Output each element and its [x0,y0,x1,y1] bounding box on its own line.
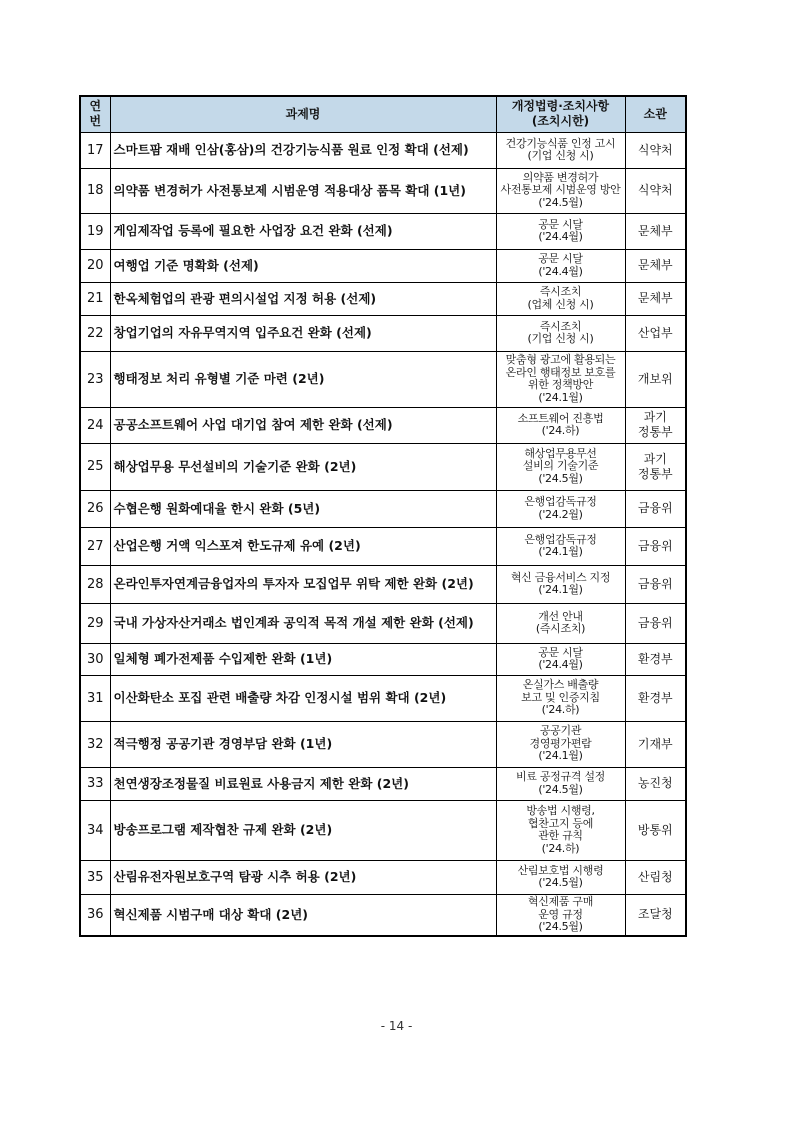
row-num: 31 [80,675,110,721]
row-task: 행태정보 처리 유형별 기준 마련 (2년) [110,351,496,407]
table-row [80,407,686,443]
row-num: 21 [80,282,110,315]
row-num: 20 [80,249,110,282]
row-task: 창업기업의 자유무역지역 입주요건 완화 (선제) [110,315,496,351]
table-row [80,249,686,282]
row-action: 즉시조치 (업체 신청 시) [496,282,625,315]
row-task: 일체형 폐가전제품 수입제한 완화 (1년) [110,643,496,675]
table-row [80,767,686,800]
row-num: 36 [80,894,110,936]
row-num: 22 [80,315,110,351]
table-row [80,315,686,351]
row-dept: 금융위 [625,527,686,565]
row-dept: 과기 정통부 [625,443,686,490]
row-action: 공문 시달 ('24.4월) [496,643,625,675]
row-dept: 산림청 [625,860,686,894]
page-number: - 14 - [380,1019,413,1033]
row-num: 25 [80,443,110,490]
table-row [80,132,686,168]
row-num: 26 [80,490,110,527]
row-task: 산업은행 거액 익스포져 한도규제 유예 (2년) [110,527,496,565]
row-action: 해상업무용무선 설비의 기술기준 ('24.5월) [496,443,625,490]
row-dept: 금융위 [625,603,686,643]
row-action: 비료 공정규격 설정 ('24.5월) [496,767,625,800]
row-num: 29 [80,603,110,643]
row-action: 공문 시달 ('24.4월) [496,213,625,249]
row-action: 혁신 금융서비스 지정 ('24.1월) [496,565,625,603]
table-row [80,168,686,213]
row-dept: 방통위 [625,800,686,860]
table-row [80,213,686,249]
header-dept: 소관 [625,96,686,132]
row-dept: 금융위 [625,565,686,603]
table-row [80,282,686,315]
table-row [80,643,686,675]
header-task: 과제명 [110,96,496,132]
row-num: 18 [80,168,110,213]
row-task: 공공소프트웨어 사업 대기업 참여 제한 완화 (선제) [110,407,496,443]
row-dept: 금융위 [625,490,686,527]
row-dept: 농진청 [625,767,686,800]
row-action: 공공기관 경영평가편람 ('24.1월) [496,721,625,767]
row-action: 맞춤형 광고에 활용되는 온라인 행태정보 보호를 위한 정책방안 ('24.1월) [496,351,625,407]
header-action [496,96,625,132]
row-task: 의약품 변경허가 사전통보제 시범운영 적용대상 품목 확대 (1년) [110,168,496,213]
row-dept: 산업부 [625,315,686,351]
row-action: 개선 안내 (즉시조치) [496,603,625,643]
row-task: 방송프로그램 제작협찬 규제 완화 (2년) [110,800,496,860]
table-row [80,351,686,407]
row-dept: 조달청 [625,894,686,936]
row-task: 이산화탄소 포집 관련 배출량 차감 인정시설 범위 확대 (2년) [110,675,496,721]
table-row [80,800,686,860]
table-row [80,565,686,603]
row-num: 33 [80,767,110,800]
row-num: 28 [80,565,110,603]
row-action: 즉시조치 (기업 신청 시) [496,315,625,351]
row-task: 해상업무용 무선설비의 기술기준 완화 (2년) [110,443,496,490]
header-action-label: 개정법령·조치사항 (조치시한) [511,99,610,129]
table-row [80,860,686,894]
row-num: 24 [80,407,110,443]
row-task: 온라인투자연계금융업자의 투자자 모집업무 위탁 제한 완화 (2년) [110,565,496,603]
row-action: 은행업감독규정 ('24.1월) [496,527,625,565]
row-action: 건강기능식품 인정 고시 (기업 신청 시) [496,132,625,168]
row-dept: 식약처 [625,132,686,168]
row-dept: 문체부 [625,282,686,315]
row-task: 수협은행 원화예대율 한시 완화 (5년) [110,490,496,527]
row-action: 소프트웨어 진흥법 ('24.하) [496,407,625,443]
row-action: 산림보호법 시행령 ('24.5월) [496,860,625,894]
header-num: 연번 [80,96,110,132]
row-task: 여행업 기준 명확화 (선제) [110,249,496,282]
row-task: 적극행정 공공기관 경영부담 완화 (1년) [110,721,496,767]
row-num: 32 [80,721,110,767]
row-action: 방송법 시행령, 협찬고지 등에 관한 규칙 ('24.하) [496,800,625,860]
row-dept: 식약처 [625,168,686,213]
row-dept: 문체부 [625,213,686,249]
row-num: 17 [80,132,110,168]
row-task: 천연생장조정물질 비료원료 사용금지 제한 완화 (2년) [110,767,496,800]
row-num: 27 [80,527,110,565]
row-dept: 환경부 [625,643,686,675]
row-num: 23 [80,351,110,407]
row-num: 35 [80,860,110,894]
task-table [79,95,687,937]
table-row [80,527,686,565]
table-header-row [80,96,686,132]
table-row [80,721,686,767]
row-dept: 개보위 [625,351,686,407]
row-action: 의약품 변경허가 사전통보제 시범운영 방안 ('24.5월) [496,168,625,213]
row-task: 게임제작업 등록에 필요한 사업장 요건 완화 (선제) [110,213,496,249]
row-action: 혁신제품 구매 운영 규정 ('24.5월) [496,894,625,936]
row-num: 34 [80,800,110,860]
row-action: 공문 시달 ('24.4월) [496,249,625,282]
table-row [80,675,686,721]
table-row [80,490,686,527]
row-action: 온실가스 배출량 보고 및 인증지침 ('24.하) [496,675,625,721]
row-num: 19 [80,213,110,249]
row-task: 국내 가상자산거래소 법인계좌 공익적 목적 개설 제한 완화 (선제) [110,603,496,643]
row-task: 산림유전자원보호구역 탐광 시추 허용 (2년) [110,860,496,894]
row-dept: 문체부 [625,249,686,282]
row-num: 30 [80,643,110,675]
table-row [80,894,686,936]
row-task: 혁신제품 시범구매 대상 확대 (2년) [110,894,496,936]
row-action: 은행업감독규정 ('24.2월) [496,490,625,527]
row-dept: 과기 정통부 [625,407,686,443]
row-dept: 기재부 [625,721,686,767]
row-dept: 환경부 [625,675,686,721]
row-task: 스마트팜 재배 인삼(홍삼)의 건강기능식품 원료 인정 확대 (선제) [110,132,496,168]
table-row [80,603,686,643]
row-task: 한옥체험업의 관광 편의시설업 지정 허용 (선제) [110,282,496,315]
table-row [80,443,686,490]
